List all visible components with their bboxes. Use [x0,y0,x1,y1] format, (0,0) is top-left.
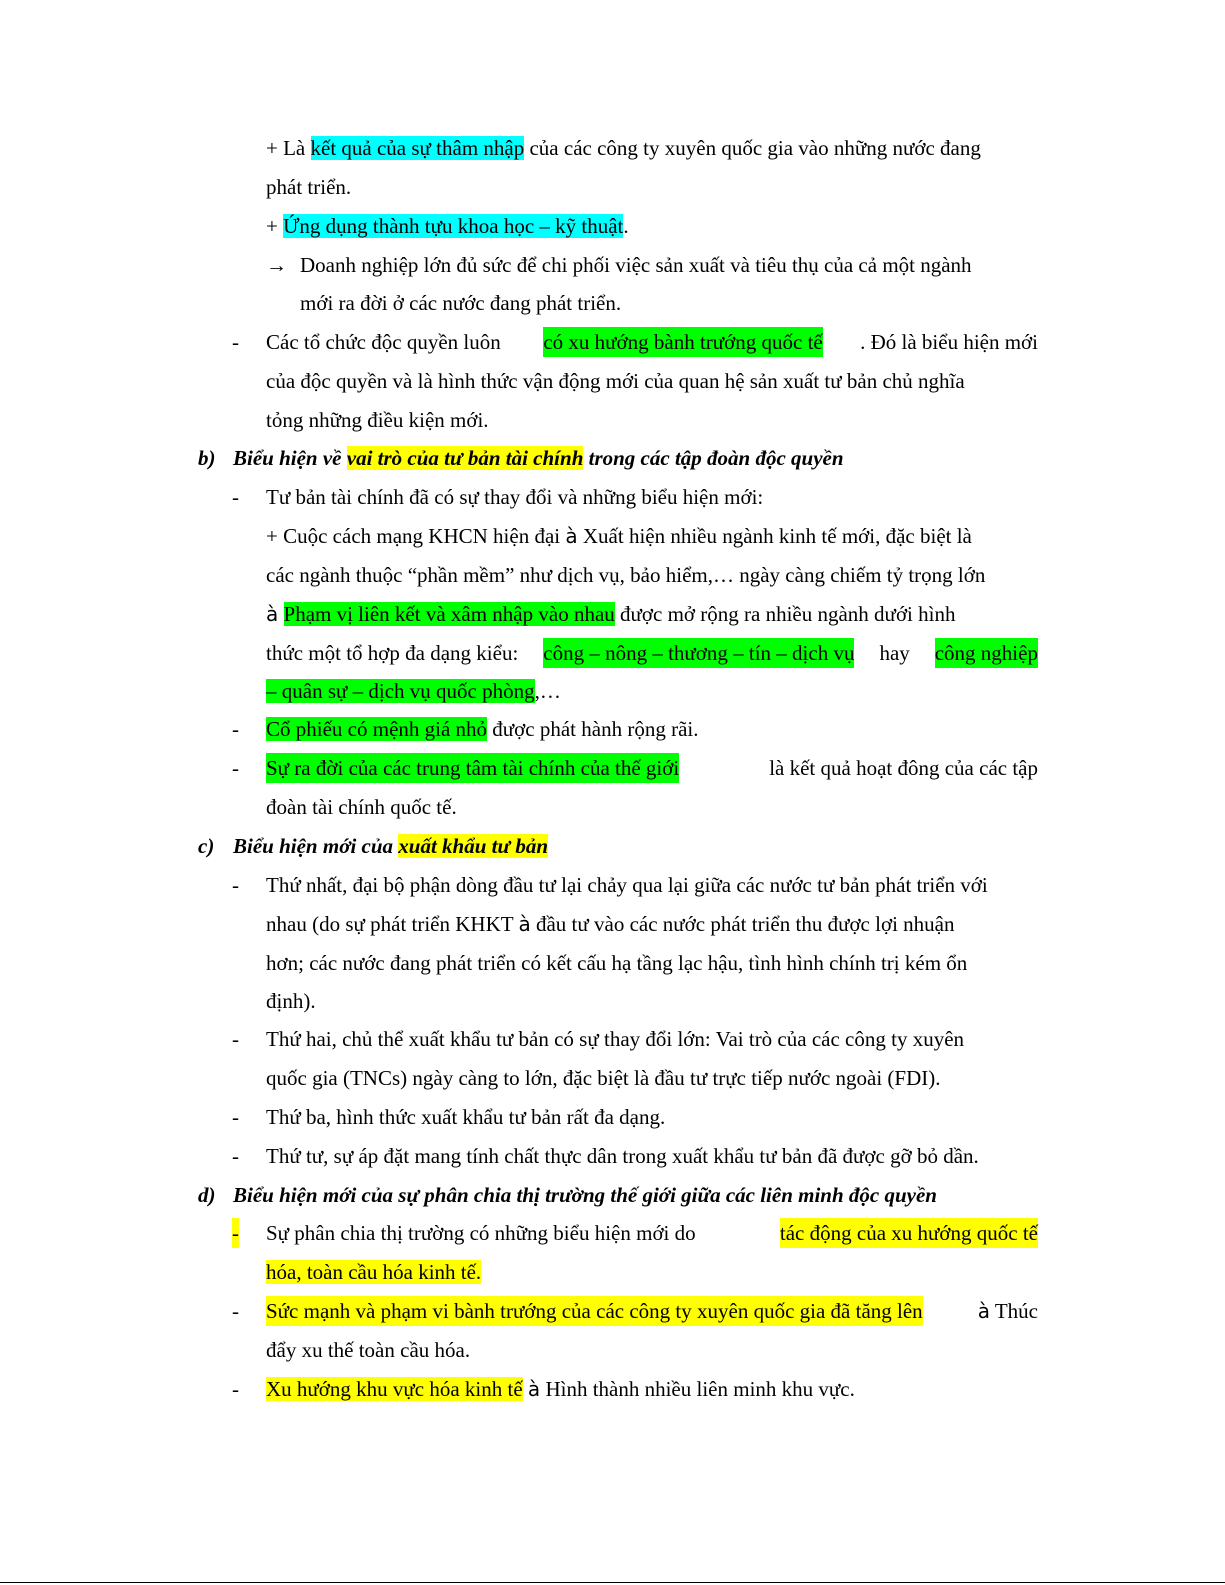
text-line: Sự phân chia thị trường có những biểu hiện mới do tác động của xu hướng quốc tế [266,1218,1038,1248]
text-line: đẩy xu thế toàn cầu hóa. [266,1338,471,1362]
highlight-yellow: Xu hướng khu vực hóa kinh tế [266,1377,523,1401]
arrow-icon: à [266,602,279,626]
dash-bullet: - [232,1377,239,1401]
dash-bullet: - [232,873,239,897]
text-line: Sức mạnh và phạm vi bành trướng của các công ty xuyên quốc gia đã tăng lên à Thúc [266,1296,1038,1326]
text-line: Các tổ chức độc quyền luôn có xu hướng bành trướng quốc tế . Đó là biểu hiện mới [266,327,1038,357]
arrow-icon: à [518,912,531,936]
highlight-green: – quân sự – dịch vụ quốc phòng [266,679,535,703]
text-line: định). [266,989,316,1013]
section-title-c: Biểu hiện mới của xuất khẩu tư bản [233,834,549,858]
text-line: Thứ tư, sự áp đặt mang tính chất thực dân trong xuất khẩu tư bản đã được gỡ bỏ dần. [266,1144,979,1168]
dash-bullet: - [232,1218,239,1248]
highlight-yellow: vai trò của tư bản tài chính [346,446,584,470]
text-line [266,1257,481,1287]
text-line: Xu hướng khu vực hóa kinh tế à Hình thành nhiều liên minh khu vực. [266,1377,855,1401]
highlight-green: Phạm vị liên kết và xâm nhập vào nhau [283,602,615,626]
highlight-yellow: hóa, toàn cầu hóa kinh tế. [266,1260,482,1284]
section-label-b: b) [198,446,216,470]
text-line: Tư bản tài chính đã có sự thay đổi và những biểu hiện mới: [266,485,764,509]
text-line: Thứ hai, chủ thể xuất khẩu tư bản có sự thay đổi lớn: Vai trò của các công ty xuyên [266,1027,965,1051]
text-line: phát triển. [266,175,352,199]
section-label-d: d) [198,1183,216,1207]
highlight-green: Cổ phiếu có mệnh giá nhỏ [266,717,488,741]
text-line: + Là kết quả của sự thâm nhập của các công ty xuyên quốc gia vào những nước đang [266,136,981,160]
highlight-yellow: xuất khẩu tư bản [398,834,549,858]
text-line: đoàn tài chính quốc tế. [266,795,457,819]
highlight-green: có xu hướng bành trướng quốc tế [543,327,822,357]
text-line: Doanh nghiệp lớn đủ sức để chi phối việc sản xuất và tiêu thụ của cả một ngành [300,253,972,277]
highlight-yellow: Sức mạnh và phạm vi bành trướng của các công ty xuyên quốc gia đã tăng lên [266,1296,923,1326]
highlight-green: công – nông – thương – tín – dịch vụ [543,638,854,668]
highlight-yellow: tác động của xu hướng quốc tế [780,1218,1038,1248]
highlight-cyan: kết quả của sự thâm nhập [310,136,525,160]
text-line: Thứ nhất, đại bộ phận dòng đầu tư lại chảy qua lại giữa các nước tư bản phát triển với [266,873,988,897]
highlight-green: Sự ra đời của các trung tâm tài chính của thế giới [266,753,679,783]
arrow-icon: → [266,253,287,277]
dash-bullet: - [232,1144,239,1168]
dash-bullet: - [232,1105,239,1129]
text-line: tỏng những điều kiện mới. [266,408,489,432]
text-line: + Cuộc cách mạng KHCN hiện đại à Xuất hiện nhiều ngành kinh tế mới, đặc biệt là [266,524,972,548]
section-title-b: Biểu hiện về vai trò của tư bản tài chính trong các tập đoàn độc quyền [233,446,844,470]
text-line: của độc quyền và là hình thức vận động mới của quan hệ sản xuất tư bản chủ nghĩa [266,369,965,393]
dash-bullet: - [232,1299,239,1323]
section-label-c: c) [198,834,215,858]
text-line: Cổ phiếu có mệnh giá nhỏ được phát hành rộng rãi. [266,717,699,741]
dash-bullet: - [232,756,239,780]
dash-bullet: - [232,485,239,509]
text-line: + Ứng dụng thành tựu khoa học – kỹ thuật. [266,214,629,238]
section-title-d: Biểu hiện mới của sự phân chia thị trường thế giới giữa các liên minh độc quyền [233,1183,937,1207]
dash-bullet: - [232,717,239,741]
highlight-cyan: Ứng dụng thành tựu khoa học – kỹ thuật [283,214,624,238]
text-line: – quân sự – dịch vụ quốc phòng,… [266,679,561,703]
text-line: Sự ra đời của các trung tâm tài chính của thế giới là kết quả hoạt đông của các tập [266,753,1038,783]
dash-bullet: - [232,1027,239,1051]
text-line: quốc gia (TNCs) ngày càng to lớn, đặc biệt là đầu tư trực tiếp nước ngoài (FDI). [266,1066,941,1090]
arrow-icon: à [565,524,578,548]
highlight-green: công nghiệp [935,638,1038,668]
arrow-icon: à [527,1377,541,1401]
text-line: Thứ ba, hình thức xuất khẩu tư bản rất đa dạng. [266,1105,666,1129]
arrow-icon: à [977,1299,990,1323]
text-line: mới ra đời ở các nước đang phát triển. [300,291,622,315]
text-line: hơn; các nước đang phát triển có kết cấu hạ tầng lạc hậu, tình hình chính trị kém ổn [266,951,968,975]
text-line: các ngành thuộc “phần mềm” như dịch vụ, bảo hiểm,… ngày càng chiếm tỷ trọng lớn [266,563,986,587]
dash-bullet: - [232,330,239,354]
text-line: thức một tổ hợp đa dạng kiểu: công – nông – thương – tín – dịch vụ hay công nghiệp [266,638,1038,668]
text-line: nhau (do sự phát triển KHKT à đầu tư vào các nước phát triển thu được lợi nhuận [266,912,955,936]
text-line: à Phạm vị liên kết và xâm nhập vào nhau được mở rộng ra nhiều ngành dưới hình [266,602,956,626]
page-bottom-border [0,1582,1225,1583]
